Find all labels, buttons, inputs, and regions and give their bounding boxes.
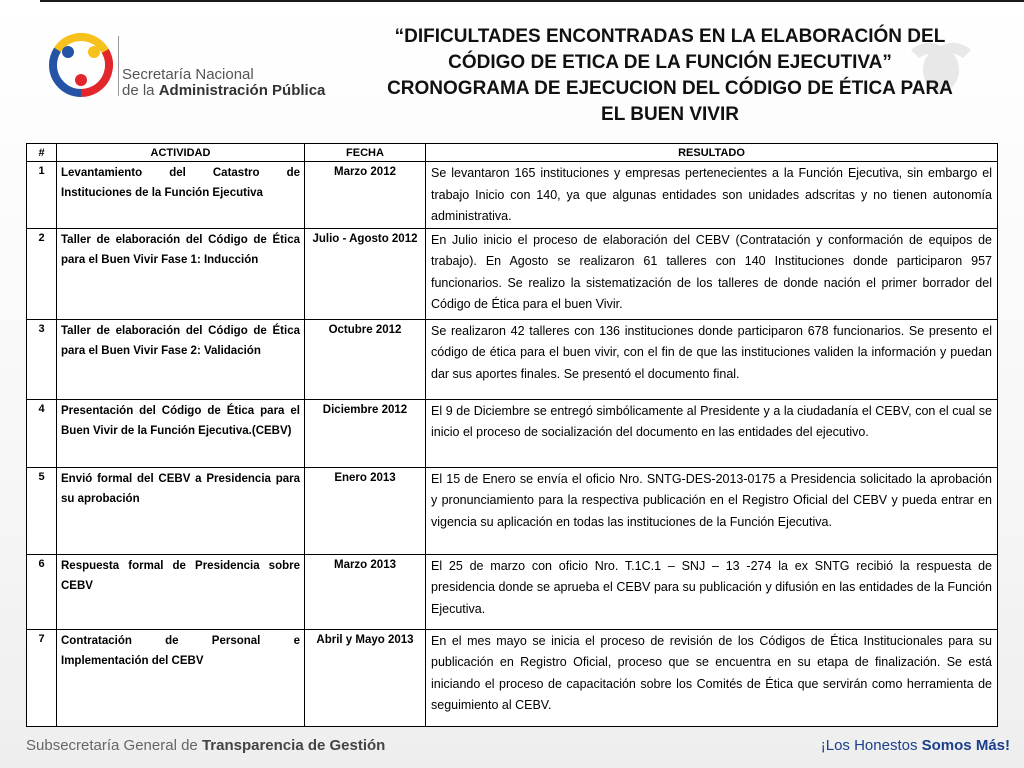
table-row xyxy=(27,399,998,467)
row-num: 1 xyxy=(27,162,57,229)
footer-left-bold: Transparencia de Gestión xyxy=(201,737,386,754)
row-result: El 15 de Enero se envía el oficio Nro. SNTG-DES-2013-0175 a Presidencia solicitado la aprobación y pronunciamiento para la respectiva publicación en el Registro Oficial del CEBV y pueda entrar en vigencia su aplicación en todas las instituciones de la Función Ejecutiva. xyxy=(426,467,998,554)
page-title xyxy=(350,24,990,128)
logo-text-line1: Secretaría Nacional xyxy=(122,66,254,83)
row-date: Octubre 2012 xyxy=(305,319,426,399)
table-row xyxy=(27,162,998,229)
row-date: Enero 2013 xyxy=(305,467,426,554)
title-line2: CÓDIGO DE ETICA DE LA FUNCIÓN EJECUTIVA” xyxy=(448,52,892,73)
row-num: 7 xyxy=(27,629,57,726)
row-num: 2 xyxy=(27,228,57,319)
row-result: El 9 de Diciembre se entregó simbólicamente al Presidente y a la ciudadanía el CEBV, con el cual se inicio el proceso de socialización del documento en las entidades del ejecutivo. xyxy=(426,399,998,467)
row-num: 3 xyxy=(27,319,57,399)
row-activity: Levantamiento del Catastro de Instituciones de la Función Ejecutiva xyxy=(57,162,305,229)
table-row xyxy=(27,228,998,319)
row-date: Diciembre 2012 xyxy=(305,399,426,467)
logo-text-line2 xyxy=(122,82,325,99)
footer-subsecretaria xyxy=(26,737,385,754)
title-line1: “DIFICULTADES ENCONTRADAS EN LA ELABORACIÓN DEL xyxy=(394,26,946,47)
row-activity: Contratación de Personal e Implementación del CEBV xyxy=(57,629,305,726)
row-activity: Envió formal del CEBV a Presidencia para su aprobación xyxy=(57,467,305,554)
row-result: El 25 de marzo con oficio Nro. T.1C.1 – SNJ – 13 -274 la ex SNTG recibió la respuesta de presidencia donde se aprueba el CEBV para su publicación y difusión en las entidades de la Función Ejecutiva. xyxy=(426,554,998,629)
table-row xyxy=(27,629,998,726)
row-result: En el mes mayo se inicia el proceso de revisión de los Códigos de Ética Institucionales para su publicación en Registro Oficial, proceso que se encuentra en su etapa de finalización. Se está iniciando el proceso de capacitación sobre los Comités de Ética que servirán como herramienta de seguimiento al CEBV. xyxy=(426,629,998,726)
row-result: Se levantaron 165 instituciones y empresas pertenecientes a la Función Ejecutiva, sin embargo el trabajo Inicio con 140, ya que algunas entidades son unidades adscritas y no tienen autonomía administrativa. xyxy=(426,162,998,229)
logo-text-prefix: de la xyxy=(122,82,159,99)
table-row xyxy=(27,467,998,554)
title-line3: CRONOGRAMA DE EJECUCION DEL CÓDIGO DE ÉTICA PARA xyxy=(387,78,953,99)
row-date: Marzo 2012 xyxy=(305,162,426,229)
row-activity: Respuesta formal de Presidencia sobre CEBV xyxy=(57,554,305,629)
row-activity: Taller de elaboración del Código de Ética para el Buen Vivir Fase 1: Inducción xyxy=(57,228,305,319)
logo-divider xyxy=(118,36,119,96)
schedule-table xyxy=(26,143,998,727)
title-line4: EL BUEN VIVIR xyxy=(601,104,739,125)
footer-right-bold: Somos Más! xyxy=(921,737,1010,754)
table-header-row xyxy=(27,144,998,162)
header-num: # xyxy=(27,144,57,162)
row-result: Se realizaron 42 talleres con 136 instituciones donde participaron 678 funcionarios. Se presento el código de ética para el buen vivir, con el fin de que las instituciones validen la información y puedan dar sus aportes finales. Se presentó el documento final. xyxy=(426,319,998,399)
row-result: En Julio inicio el proceso de elaboración del CEBV (Contratación y conformación de equipos de trabajo). En Agosto se realizaron 61 talleres con 140 Instituciones donde participaron 957 funcionarios. Se realizo la sistematización de los talleres de donde nación el primer borrador del Código de Ética para el buen Vivir. xyxy=(426,228,998,319)
row-num: 5 xyxy=(27,467,57,554)
row-activity: Taller de elaboración del Código de Ética para el Buen Vivir Fase 2: Validación xyxy=(57,319,305,399)
table-row xyxy=(27,554,998,629)
row-date: Julio - Agosto 2012 xyxy=(305,228,426,319)
table-row xyxy=(27,319,998,399)
row-activity: Presentación del Código de Ética para el Buen Vivir de la Función Ejecutiva.(CEBV) xyxy=(57,399,305,467)
secretaria-logo xyxy=(46,32,336,100)
logo-emblem-icon xyxy=(46,32,116,98)
row-num: 4 xyxy=(27,399,57,467)
header-activity: ACTIVIDAD xyxy=(57,144,305,162)
logo-text-bold: Administración Pública xyxy=(158,82,326,99)
row-num: 6 xyxy=(27,554,57,629)
row-date: Abril y Mayo 2013 xyxy=(305,629,426,726)
footer-left-prefix: Subsecretaría General de xyxy=(26,737,202,754)
footer-slogan xyxy=(821,737,1010,754)
top-rule xyxy=(40,0,1024,2)
footer-right-prefix: ¡Los Honestos xyxy=(820,737,922,754)
header-date: FECHA xyxy=(305,144,426,162)
header-result: RESULTADO xyxy=(426,144,998,162)
row-date: Marzo 2013 xyxy=(305,554,426,629)
